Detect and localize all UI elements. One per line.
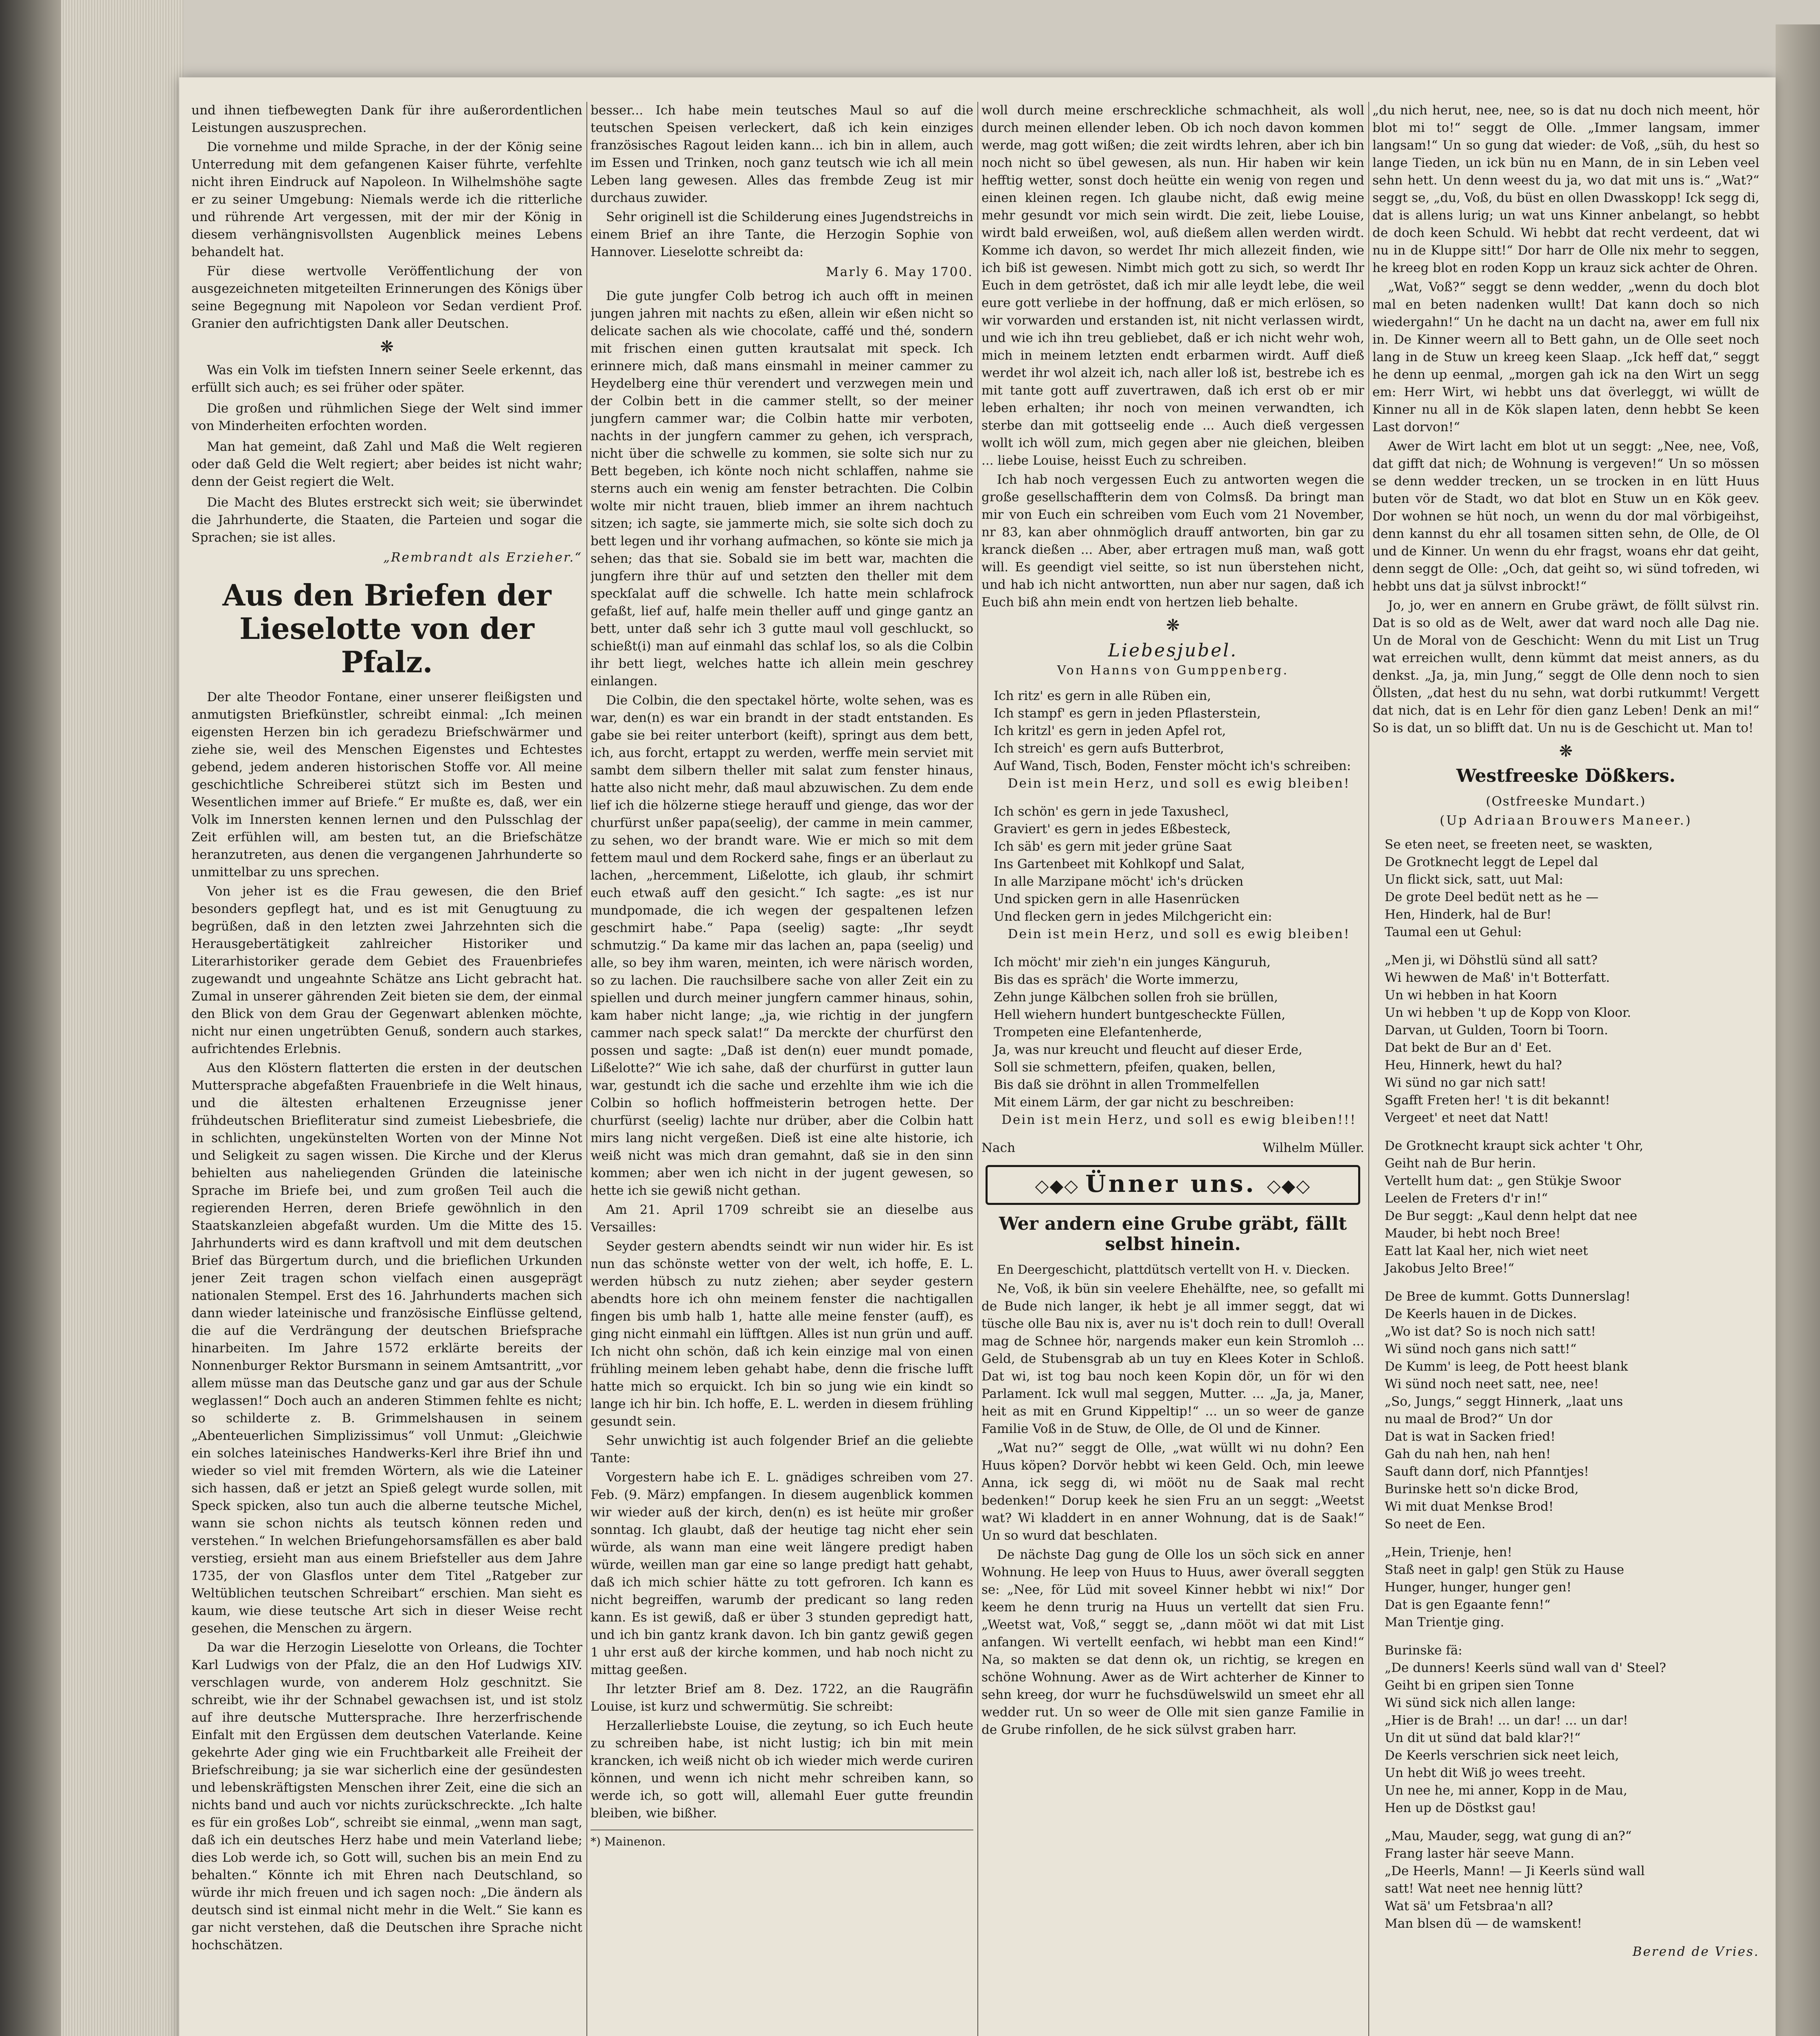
verse-line: Un hebt dit Wiß jo wees treeht. <box>1385 1766 1586 1780</box>
verse-line: Un nee he, mi anner, Kopp in de Mau, <box>1385 1783 1627 1798</box>
column-2 <box>591 102 973 2036</box>
verse-line: „De dunners! Keerls sünd wall van d' Steel? <box>1385 1661 1666 1675</box>
paragraph: Jo, jo, wer en annern en Grube gräwt, de föllt sülvst rin. Dat is so old as de Welt, awer dat ward noch alle Dag nie. Un de Moral von de Geschicht: Wenn du mit List un Trug wat erreichen wullt, denn kümmt dat meist anners, as du denkst. „Ja, ja, min Jung,“ seggt de Olle denn noch to sien Öllsten, „dat hest du nu sehn, wat dorbi rutkummt! Vergett dat nich, dat is en Lehr för dien ganz Leben! Denk an mi!“ So is dat, un so blifft dat. Un nu is de Geschicht ut. Man to! <box>1372 598 1759 735</box>
section-banner <box>986 1165 1360 1205</box>
verse-line: Bis das es spräch' die Worte immerzu, <box>994 972 1239 987</box>
verse-line: Geiht bi en gripen sien Tonne <box>1385 1678 1574 1693</box>
verse-line: Sauft dann dorf, nich Pfanntjes! <box>1385 1464 1589 1479</box>
verse-line: De Grotknecht leggt de Lepel dal <box>1385 855 1598 869</box>
verse-line: Ich streich' es gern aufs Butterbrot, <box>994 741 1224 756</box>
verse-line: „Wo ist dat? So is noch nich satt! <box>1385 1324 1596 1339</box>
asterism-divider: ❋ <box>1166 616 1180 635</box>
verse-line: Mit einem Lärm, der gar nicht zu beschreiben: <box>994 1095 1294 1110</box>
verse-line: Hell wiehern hundert buntgescheckte Füllen, <box>994 1007 1286 1022</box>
verse-line: Jakobus Jelto Bree!“ <box>1385 1261 1515 1276</box>
poem-title: Liebesjubel. <box>1108 640 1238 661</box>
verse-line: nu maal de Brod?“ Un dor <box>1385 1412 1552 1426</box>
paragraph: Für diese wertvolle Veröffentlichung der von ausgezeichneten mitgeteilten Erinnerungen des Königs über seine Begegnung mit Napoleon vor Sedan verdient Prof. Granier den aufrichtigsten Dank aller Deutschen. <box>191 264 582 331</box>
column-4 <box>1372 102 1759 2036</box>
poem-stanza <box>1385 1642 1759 1817</box>
letter-text: Seyder gestern abendts seindt wir nun wider hir. Es ist nun das schönste wetter von der welt, ich hoffe, E. L. werden hübsch zu nutz ziehen; aber seyder gestern abendts hore ich ohn meinem fenster die nachtigallen fingen bis umb halb 1, hatte alle meine fenster (auff), es ging nicht einmahl ein lüfftgen. Alles ist nun grün und auff. Ich nicht ohn schön, daß ich kein einzige mal von einen frühling meinem leben gehabt habe, denn die frische lufft hatte mich so erquickt. Ich bin so jung wie ein kindt so lange ich hir bin. Ich hoffe, E. L. werden in diesem frühling gesundt sein. <box>591 1239 973 1429</box>
column-1 <box>191 102 582 2036</box>
asterism-divider: ❋ <box>380 338 394 356</box>
ornament-icon: ◇◆◇ <box>1267 1176 1311 1196</box>
verse-line: Darvan, ut Gulden, Toorn bi Toorn. <box>1385 1023 1608 1038</box>
footnote: *) Mainenon. <box>591 1830 973 1850</box>
verse-line: Vertellt hum dat: „ gen Stükje Swoor <box>1385 1174 1621 1188</box>
verse-line: Mauder, bi hebt noch Bree! <box>1385 1226 1561 1241</box>
column-rule <box>1368 102 1369 2036</box>
verse-line: Eatt lat Kaal her, nich wiet neet <box>1385 1244 1588 1258</box>
verse-line: Leelen de Freters d'r in!“ <box>1385 1191 1548 1206</box>
verse-line: „Mau, Mauder, segg, wat gung di an?“ <box>1385 1829 1632 1843</box>
verse-line: Wat sä' um Fetsbraa'n all? <box>1385 1899 1553 1913</box>
poem-stanza <box>1385 1137 1759 1277</box>
refrain-line: Dein ist mein Herz, und soll es ewig bleiben!!! <box>1001 1112 1357 1127</box>
quotation: Die Macht des Blutes erstreckt sich weit; sie überwindet die Jahrhunderte, die Staaten, die Parteien und sogar die Sprachen; sie ist alles. <box>191 495 582 545</box>
verse-line: Un flickt sick, satt, uut Mal: <box>1385 872 1563 887</box>
verse-line: Dat bekt de Bur an d' Eet. <box>1385 1040 1552 1055</box>
verse-line: De Keerls verschrien sick neet leich, <box>1385 1748 1619 1763</box>
letter-text: woll durch meine erschreckliche schmachheit, als woll durch meinen ellender leben. Ob ich noch davon kommen werde, mag gott wißen; die zeit wirdts lehren, aber ich bin noch nicht so übel gewesen, als nun. Hir haben wir kein hefftig wetter, sonst doch heütte ein wenig von regen und einen kleinen regen. Ich glaube nicht, daß ewig meine mehr gesundt vor mich sein wirdt. Die zeit, liebe Louise, wirdt bald erweißen, wol, auß dießem allen werden wirdt. Komme ich davon, so werdet Ihr mich allezeit finden, wie ich biß ist gewesen. Nimbt mich gott zu sich, so werdt Ihr Euch in dem getröstet, daß ich mir alle leydt lebe, die weil eure gott verliebe in der hoffnung, daß er mich erlösen, so wir vorwarden und erstanden ist, nit nicht verlassen wirdt, und wie ich ihn treu gebliebet, daß er ich nicht wehr woh, mich in meinem letzten endt erbarmen wirdt. Auff dieß werdet ihr wol alzeit ich, nach aller loß ist, bestrebe ich es mit tante gott auff zuvertrawen, daß ich erst ob er mir leben erhalten; ihr noch von meinen verwandten, ich sterbe dan mit gottseelig ende ... Auch dieß vergessen wollt ich wöll zum, mich gegen aber nie gleichen, bleiben ... liebe Louise, heisst Euch zu schreiben. <box>981 103 1364 468</box>
verse-line: Hen up de Döstkst gau! <box>1385 1801 1537 1815</box>
verse-line: Trompeten eine Elefantenherde, <box>994 1025 1202 1040</box>
paragraph: Die vornehme und milde Sprache, in der der König seine Unterredung mit dem gefangenen Kaiser führte, verfehlte nicht ihren Eindruck auf Napoleon. In Wilhelmshöhe sagte er zu seiner Umgebung: Niemals werde ich die ritterliche und rührende Art vergessen, mit der mir der König in diesem verhängnisvollsten Augenblick meines Lebens behandelt hat. <box>191 140 582 259</box>
verse-line: satt! Wat neet nee hennig lütt? <box>1385 1881 1583 1896</box>
verse-line: Gah du nah hen, nah hen! <box>1385 1447 1551 1461</box>
verse-line: Wi mit duat Menkse Brod! <box>1385 1499 1554 1514</box>
verse-line: Zehn junge Kälbchen sollen froh sie brüllen, <box>994 990 1278 1005</box>
ornament-icon: ◇◆◇ <box>1035 1176 1085 1196</box>
poem-stanza <box>1385 836 1759 941</box>
verse-line: In alle Marzipane möcht' ich's drücken <box>994 874 1244 889</box>
verse-line: Bis daß sie dröhnt in allen Trommelfellen <box>994 1077 1260 1092</box>
paragraph: De nächste Dag gung de Olle los un söch sick en anner Wohnung. He leep von Huus to Huus, awer överall seggten se: „Nee, för Lüd mit soveel Kinner hebbt wi nix!“ Dor keem he denn trurig na Huus un vertellt dat sien Fru. „Weetst wat, Voß,“ seggt se, „dann mööt wi dat mit List anfangen. Wi vertellt eenfach, wi hebbt man een Kind!“ Na, so makten se dat denn ok, un richtig, se kregen en schöne Wohnung. Awer as de Wirt achterher de Kinner to sehn kreeg, dor wurr he fuchsdüwelswild un smeet ehr all wedder rut. Un so weer de Olle mit sien ganze Familie in de Grube rinfollen, de he sick sülvst graben harr. <box>981 1547 1364 1737</box>
verse-line: De grote Deel bedüt nett as he — <box>1385 890 1599 904</box>
paragraph: Aus den Klöstern flatterten die ersten in der deutschen Muttersprache abgefaßten Frauenbriefe in die Welt hinaus, und die ältesten erhaltenen Erzeugnisse jener frühdeutschen Briefliteratur sind zumeist Liebesbriefe, die in schlichten, ungekünstelten Worten von der Minne Not und Seligkeit zu sagen wissen. Die Kirche und der Klerus behielten aus naheliegenden Gründen die lateinische Sprache im Briefe bei, und zum großen Teil auch die regierenden Herren, deren Briefe gewöhnlich in den Staatskanzleien abgefaßt wurden. Um die Mitte des 15. Jahrhunderts wird es dann kraftvoll und mit dem deutschen Brief das Bürgertum durch, und die brieflichen Urkunden jener Zeit tragen schon vielfach einen ausgeprägt nationalen Stempel. Erst des 16. Jahrhunderts machen sich dann wieder lateinische und französische Einflüsse geltend, die auf die Verdrängung der deutschen Briefsprache hinarbeiten. Im Jahre 1572 erklärte bereits der Nonnenburger Rektor Bursmann in seinem Amtsantritt, „vor allem müsse man das Deutsche ganz und gar aus der Schule weglassen!“ Doch auch an anderen Stimmen fehlte es nicht; so schilderte z. B. Grimmelshausen in seinem „Abenteuerlichen Simplizissimus“ voll Unmut: „Gleichwie ein solches lateinisches Handwerks-Kerl ihre Brief ihn und wieder so viel mit fremden Wörtern, als wie die Lateiner sich hassen, daß er jetzt an Spieß gelegt wurde sollen, mit Speck spicken, also tun auch die alberne teutsche Michel, wann sie schon nichts als teutsch können reden und verstehen.“ In welchen Briefungehorsamsfällen es aber bald verstieg, ersieht man aus einem Briefsteller aus dem Jahre 1735, der von Glasflos unter dem Titel „Ratgeber zur Weltüblichen teutschen Schreibart“ erschien. Man sieht es kaum, wie diese teutsche Art sich in dieser Weise recht gesehen, die Menschen zu ärgern. <box>191 1061 582 1636</box>
verse-line: Frang laster här seeve Mann. <box>1385 1846 1574 1861</box>
poem-byline: Von Hanns von Gumppenberg. <box>1057 663 1289 678</box>
column-rule <box>977 102 978 2036</box>
verse-line: Auf Wand, Tisch, Boden, Fenster möcht ich's schreiben: <box>994 759 1351 773</box>
verse-line: Wi sünd noch gans nich satt!“ <box>1385 1342 1577 1356</box>
verse-line: „Hier is de Brah! ... un dar! ... un dar! <box>1385 1713 1628 1728</box>
verse-line: Geiht nah de Bur herin. <box>1385 1156 1536 1171</box>
paragraph: und ihnen tiefbewegten Dank für ihre außerordentlichen Leistungen auszusprechen. <box>191 103 582 135</box>
verse-line: De Bree de kummt. Gotts Dunnerslag! <box>1385 1289 1631 1304</box>
story-title: Wer andern eine Grube gräbt, fällt selbst hinein. <box>999 1213 1347 1255</box>
verse-line: Un wi hebben in hat Koorn <box>1385 988 1557 1003</box>
verse-line: Ja, was nur kreucht und fleucht auf dieser Erde, <box>994 1042 1303 1057</box>
poem-stanza <box>994 803 1364 943</box>
verse-line: „De Heerls, Mann! — Ji Keerls sünd wall <box>1385 1864 1645 1878</box>
letter-text: Die gute jungfer Colb betrog ich auch offt in meinen jungen jahren mit nachts zu eßen, allein wir eßen nicht so delicate sachen als wie chocolate, caffé und thé, sondern mit frischen einen gutten krautsalat mit speck. Ich erinnere mich, daß mans einsmahl in meiner cammer zu Heydelberg eine thür verendert und verzwegen mein und der Colbin bett in die cammer stellt, so der meiner jungfern cammer war; die Colbin hatte mir verboten, nachts in der jungfern cammer zu gehen, ich versprach, nicht über die schwelle zu kommen, sie solte sich nur zu Bett begeben, ich könte noch nicht schlaffen, nahme sie sterns auch ein wenig am fenster betrachten. Die Colbin wolte mir nicht trauen, blieb immer an ihrem nachtuch sitzen; ich sagte, sie jammerte mich, sie solte sich doch zu bett legen und ihr vorhang aufmachen, so könte sie mich ja sehen; das that sie. Sobald sie im bett war, machten die jungfern ihre thür auf und setzten den theller mit dem speckſalat auff die schwelle. Ich hatte mein schlafrock gefaßt, lief auf, halfe mein theller auff und ginge gantz an bett, unter daß sehr ich 3 gutte maul voll geschluckt, so schießt(i) man auf einmahl das schlaf los, so als die Colbin ihr bett liegt, welches hatte ich allein mein geschrey einlangen. <box>591 289 973 689</box>
letter-text: Vorgestern habe ich E. L. gnädiges schreiben vom 27. Feb. (9. März) empfangen. In diesem augenblick kommen wir wieder auß der kirch, den(n) es ist heüte mir großer sonntag. Ich glaubt, daß der heutige tag nicht eher sein würde, als wann man eine weit längere predigt haben würde, weillen man gar eine so lange predigt hatt gehabt, daß ich mich schier hätte zu tott gefroren. Ich kann es nicht begreiffen, warumb der predicant so lang reden kann. Es ist gewiß, daß er über 3 stunden gepredigt hatt, und ich bin gantz krank davon. Ich bin gantz gewiß gegen 1 uhr erst auß der kirche kommen, und hab noch nicht zu mittag geeßen. <box>591 1470 973 1677</box>
poem-stanza <box>994 954 1364 1129</box>
verse-line: Wi sünd sick nich allen lange: <box>1385 1696 1576 1710</box>
book-binding <box>0 0 61 2036</box>
paragraph: „du nich herut, nee, nee, so is dat nu doch nich meent, hör blot mi to!“ seggt de Olle. „Immer langsam, immer langsam!“ Un so gung dat wieder: de Voß, „süh, du hest so lange Tieden, un ick bün nu en Mann, de in sin Leben veel sehn hett. Un denn weest du ja, wo dat mit uns is.“ „Wat?“ seggt se, „du, Voß, du büst en ollen Dwasskopp! Ick segg di, dat is allens lurig; un wat uns Kinner anbelangt, so hebbt de doch keen Schuld. Wi hebbt dat recht verdeent, dat wi nu in de Kluppe sitt!“ Dor harr de Olle nix mehr to seggen, he kreeg blot en roden Kopp un krauz sick achter de Ohren. <box>1372 103 1759 275</box>
verse-line: Ins Gartenbeet mit Kohlkopf und Salat, <box>994 857 1245 871</box>
asterism-divider: ❋ <box>1559 742 1573 761</box>
verse-line: Graviert' es gern in jedes Eßbesteck, <box>994 822 1231 836</box>
verse-line: Ich möcht' mir zieh'n ein junges Känguruh, <box>994 955 1271 970</box>
poem-credit <box>981 1139 1364 1157</box>
verse-line: Hen, Hinderk, hal de Bur! <box>1385 907 1552 922</box>
verse-line: Se eten neet, se freeten neet, se waskten, <box>1385 837 1653 852</box>
paragraph: Da war die Herzogin Lieselotte von Orleans, die Tochter Karl Ludwigs von der Pfalz, die an den Hof Ludwigs XIV. verschlagen wurde, von anderem Holz geschnitzt. Sie schreibt, wie ihr der Schnabel gewachsen ist, und ist stolz auf ihre deutsche Muttersprache. Ihre herzerfrischende Einfalt mit den Ergüssen dem deutschen Vaterlande. Keine gekehrte Ader ging wie ein Fruchtbarkeit alle Freiheit der Briefschreibung; ja sie war sicherlich eine der gesündesten und lebenskräftigsten Menschen ihrer Zeit, eine die sich an nichts band und auch vor nichts zurückschreckte. „Ich halte es für ein großes Lob“, schreibt sie einmal, „wenn man sagt, daß ich ein deutsches Herz habe und mein Vaterland liebe; dies Lob werde ich, so Gott will, suchen bis an mein End zu behalten.“ Könnte ich mit Ehren nach Deutschland, so würde ihr mich freuen und ich sagen noch: „Die ändern als deutsch sind ist einmal nicht mehr in die Welt.“ Sie kann es gar nicht verstehen, daß die Deutschen ihre Sprache nicht hochschätzen. <box>191 1640 582 1953</box>
page-stack-edge <box>61 0 183 2036</box>
verse-line: Hunger, hunger, hunger gen! <box>1385 1580 1572 1595</box>
verse-line: Man Trientje ging. <box>1385 1615 1504 1630</box>
verse-line: Wi hewwen de Maß' in't Botterfatt. <box>1385 970 1610 985</box>
paragraph: „Wat nu?“ seggt de Olle, „wat wüllt wi nu dohn? Een Huus köpen? Dorvör hebbt wi keen Geld. Och, min leewe Anna, ick segg di, wi mööt nu de Saak mal recht bedenken!“ Dorup keek he sien Fru an un seggt: „Weetst wat? Wi kladdert in en anner Wohnung, dat is de Saak!“ Un so wurd dat beschlaten. <box>981 1441 1364 1543</box>
verse-line: „Men ji, wi Döhstlü sünd all satt? <box>1385 953 1598 968</box>
verse-line: Taumal een ut Gehul: <box>1385 925 1522 939</box>
paragraph: Sehr unwichtig ist auch folgender Brief an die geliebte Tante: <box>591 1433 973 1466</box>
verse-line: Ich schön' es gern in jede Taxushecl, <box>994 804 1229 819</box>
verse-line: Vergeet' et neet dat Natt! <box>1385 1110 1549 1125</box>
verse-line: Staß neet in galp! gen Stük zu Hause <box>1385 1562 1625 1577</box>
verse-line: Ich kritzl' es gern in jeden Apfel rot, <box>994 724 1226 738</box>
verse-line: Un wi hebben 't up de Kopp von Kloor. <box>1385 1005 1631 1020</box>
verse-line: Soll sie schmettern, pfeifen, quaken, bellen, <box>994 1060 1276 1075</box>
column-3 <box>981 102 1364 2036</box>
verse-line: Heu, Hinnerk, hewt du hal? <box>1385 1058 1562 1073</box>
verse-line: De Grotknecht kraupt sick achter 't Ohr, <box>1385 1139 1644 1153</box>
verse-line: Sgafft Freten her! 't is dit bekannt! <box>1385 1093 1610 1108</box>
verse-line: Ich säb' es gern mit jeder grüne Saat <box>994 839 1232 854</box>
paragraph: Awer de Wirt lacht em blot ut un seggt: „Nee, nee, Voß, dat gifft dat nich; de Wohnung is vergeven!“ Un so mössen se denn wedder trecken, un se trocken in en lütt Huus buten vör de Stadt, wo dat blot en Stuw un en Kök geev. Dor wohnen se hüt noch, un wenn du dor mal vörbigeihst, denn kannst du ehr all tosamen sitten sehn, de Olle, de Ol und de Kinner. Un wenn du ehr fragst, woans ehr dat geiht, denn seggt de Olle: „Och, dat geiht so, wi sünd tofreden, wi hebbt uns dat ja sülvst inbrockt!“ <box>1372 439 1759 594</box>
verse-line: Burinske hett so'n dicke Brod, <box>1385 1482 1579 1496</box>
verse-line: So neet de Een. <box>1385 1517 1486 1531</box>
poem-stanza <box>994 687 1364 792</box>
letter-text: Die Colbin, die den spectakel hörte, wolte sehen, was es war, den(n) es war ein brandt in der stadt entstanden. Es gabe sie bei reiter unterbort (keift), springt aus dem bett, ich, aus forcht, ertappt zu werden, werffe mein serviet mit sambt dem silbern theller mit salat zum fenster hinaus, hatte also nicht mehr, daß maul abzuwischen. Zu dem ende lief ich die hölzerne stiege herauff und gienge, das wor der churfürst unßer papa(seelig), der camme in mein cammer, zu sehen, wo der brandt ware. Wie er mich so mit dem fettem maul und dem Rockerd sahe, fings er an überlaut zu lachen, „hercemment, Lißelotte, ich glaub, ihr schmirt euch etwaß auff den gesicht.“ Ich sagte: „es ist nur mundpomade, die ich wegen der gespaltenen lefzen geschmirt habe.“ Papa (seelig) sagte: „Ihr seydt schmutzig.“ Da kame mir das lachen an, papa (seelig) und alle, so bey ihm waren, meinten, ich were närisch worden, so zu lachen. Die rauchsilbere sache von aller Zeit ein zu spiellen und durch meiner jungfern cammer hinaus, sohin, kam haber nicht lange; „ja, wie richtig in der jungfern cammer nach speck salat!“ Da merckte der churfürst den possen und sagte: „Daß ist den(n) euer mundt pomade, Lißelotte?“ Wie ich sahe, daß der churfürst in gutter laun war, gestundt ich die sache und erzehlte ihm wie ich die Colbin so hoflich hoffmeisterin betrogen hette. Der churfürst (seelig) lachte nur drüber, aber die Colbin hatt mirs lang nicht vergeßen. Dieß ist eine alte historie, ich weiß nicht was mich dran gemahnt, daß sie in den sinn kommen; aber wen ich nicht in der jugent gewesen, so hette ich sie gewiß nicht gethan. <box>591 693 973 1198</box>
verse-line: Ich ritz' es gern in alle Rüben ein, <box>994 689 1211 703</box>
quotation: Man hat gemeint, daß Zahl und Maß die Welt regieren oder daß Geld die Welt regiert; aber beides ist nicht wahr; denn der Geist regiert die Welt. <box>191 439 582 489</box>
verse-line: De Kumm' is leeg, de Pott heest blank <box>1385 1359 1628 1374</box>
verse-line: Man blsen dü — de wamskent! <box>1385 1916 1582 1931</box>
column-rule <box>586 102 587 2036</box>
poem-stanza <box>1385 1828 1759 1933</box>
newspaper-page <box>179 77 1776 2036</box>
verse-line: Wi sünd noch neet satt, nee, nee! <box>1385 1377 1599 1391</box>
article-headline: Aus den Briefen der Lieselotte von der Pfalz. <box>222 578 551 679</box>
verse-line: Burinske fä: <box>1385 1643 1462 1658</box>
verse-line: Dat is gen Egaante fenn!“ <box>1385 1597 1551 1612</box>
paragraph: Sehr originell ist die Schilderung eines Jugendstreichs in einem Brief an ihre Tante, die Herzogin Sophie von Hannover. Lieselotte schreibt da: <box>591 210 973 259</box>
paragraph: Ihr letzter Brief am 8. Dez. 1722, an die Raugräfin Louise, ist kurz und schwermütig. Sie schreibt: <box>591 1682 973 1714</box>
section-banner-title: Ünner uns. <box>1085 1170 1256 1198</box>
letter-text: Herzallerliebste Louise, die zeytung, so ich Euch heute zu schreiben habe, ist nicht lustig; ich bin mit mein krancken, ich weiß nicht ob ich wieder mich werde curiren können, und wenn ich nicht mehr schreiben kann, so werde ich, so gott will, allemahl Euer gutte freundin bleiben, wie bißher. <box>591 1718 973 1821</box>
verse-line: Und flecken gern in jedes Milchgericht ein: <box>994 909 1272 924</box>
letter-text: Ich hab noch vergessen Euch zu antworten wegen die große gesellschaffterin dem von Colmsß. Da bringt man mir von Euch ein schreiben vom Euch vom 21 November, nr 83, kan aber ohnmöglich drauff antworten, bin gar zu kranck dießen ... Aber, aber ertragen muß man, waß gott will. Es geendigt viel seitte, so ist nun überstehen nicht, und hab ich nicht antwortten, nun aber nur sagen, daß ich Euch biß ahn mein endt von hertzen lieb behalte. <box>981 472 1364 610</box>
verse-line: Dat is wat in Sacken fried! <box>1385 1429 1556 1444</box>
refrain-line: Dein ist mein Herz, und soll es ewig bleiben! <box>1008 776 1350 791</box>
verse-line: De Keerls hauen in de Dickes. <box>1385 1307 1577 1321</box>
refrain-line: Dein ist mein Herz, und soll es ewig bleiben! <box>1008 927 1350 941</box>
letter-dateline: Marly 6. May 1700. <box>825 265 973 279</box>
poem-subtitle: (Ostfreeske Mundart.) <box>1486 794 1646 809</box>
verse-line: „So, Jungs,“ seggt Hinnerk, „laat uns <box>1385 1394 1623 1409</box>
paragraph: Der alte Theodor Fontane, einer unserer fleißigsten und anmutigsten Briefkünstler, schreibt einmal: „Ich meinen eigensten Herzen bin ich geradezu Briefschwärmer und ziehe sie, weil des Menschen Eigenstes und Echtestes gebend, jedem anderen historischen Stoffe vor. All meine geschichtliche Schreiberei stützt sich im Besten und Wesentlichen immer auf Briefe.“ Er mußte es, daß, wer ein Volk im Innersten kennen lernen und den Pulsschlag der Zeit erfühlen will, am besten tut, an die Briefschätze heranzutreten, aus denen die vergangenen Jahrhunderte so unmittelbar zu uns sprechen. <box>191 690 582 880</box>
poem-stanza <box>1385 1288 1759 1533</box>
verse-line: Wi sünd no gar nich satt! <box>1385 1075 1546 1090</box>
credit-author: Wilhelm Müller. <box>1262 1141 1364 1155</box>
poem-title: Westfreeske Dößkers. <box>1456 766 1676 786</box>
verse-line: De Bur seggt: „Kaul denn helpt dat nee <box>1385 1209 1638 1223</box>
story-intro: En Deergeschicht, plattdütsch vertellt von H. v. Diecken. <box>997 1263 1350 1277</box>
paragraph: Am 21. April 1709 schreibt sie an dieselbe aus Versailles: <box>591 1202 973 1235</box>
page-right-edge <box>1776 24 1820 2036</box>
poem-stanza <box>1385 952 1759 1127</box>
verse-line: „Hein, Trienje, hen! <box>1385 1545 1513 1560</box>
paragraph: Von jeher ist es die Frau gewesen, die den Brief besonders gepflegt hat, und es ist mit Genugtuung zu begrüßen, daß in den letzten zwei Jahrzehnten sich die Herausgebertätigkeit zahlreicher Historiker und Literarhistoriker gerade dem Gebiet des Frauenbriefes zugewandt und ungeahnte Schätze ans Licht gebracht hat. Zumal in unserer gährenden Zeit bieten sie dem, der einmal den Blick von dem Grau der Gegenwart ablenken möchte, nicht nur einen ungetrübten Genuß, sondern auch starkes, aufrichtendes Erlebnis. <box>191 884 582 1056</box>
credit-prefix: Nach <box>981 1141 1015 1155</box>
verse-line: Ich stampf' es gern in jeden Pflasterstein, <box>994 706 1261 721</box>
paragraph: „Wat, Voß?“ seggt se denn wedder, „wenn du doch blot mal en beten nadenken wullt! Dat kann doch so nich wiedergahn!“ Un he dacht na un dacht na, awer em full nix in. De Kinner weern all to Bett gahn, un de Olle seet noch lang in de Stuw un kreeg keen Slaap. „Ick heff dat,“ seggt he denn up eenmal, „morgen gah ick na den Wirt un segg em: Herr Wirt, wi hebbt uns dat överleggt, wi wüllt de Kinner nu all in de Kök slapen laten, denn hebbt Se keen Last dorvon!“ <box>1372 280 1759 434</box>
quotation: Die großen und rühmlichen Siege der Welt sind immer von Minderheiten erfochten worden. <box>191 401 582 433</box>
paragraph: besser... Ich habe mein teutsches Maul so auf die teutschen Speisen verleckert, daß ich kein einziges französisches Ragout leiden kann... ich bin in allem, auch im Essen und Trinken, noch ganz teutsch wie ich all mein Leben lang gewesen. Alles das frembde Zeug ist mir durchaus zuwider. <box>591 103 973 205</box>
verse-line: Und spicken gern in alle Hasenrücken <box>994 892 1240 906</box>
poem-author: Berend de Vries. <box>1632 1944 1759 1959</box>
verse-line: Un dit ut sünd dat bald klar?!“ <box>1385 1731 1581 1745</box>
poem-stanza <box>1385 1544 1759 1631</box>
quotation: Was ein Volk im tiefsten Innern seiner Seele erkennt, das erfüllt sich auch; es sei früher oder später. <box>191 363 582 395</box>
quotation-source: „Rembrandt als Erzieher.“ <box>383 550 582 565</box>
poem-subtitle: (Up Adriaan Brouwers Maneer.) <box>1440 813 1692 828</box>
paragraph: Ne, Voß, ik bün sin veelere Ehehälfte, nee, so gefallt mi de Bude nich langer, ik hebt je all immer seggt, dat wi tüsche olle Bau nix is, aver nu is't doch rein to dull! Overall mag de Schnee hör, nargends maker eun kein Stromloh ... Geld, de Stubensgrab ab un tuy en Klees Koter in Schloß. Dat wi, ist tog bau noch keen Kopin dör, un för wi den Parlament. Ick wull mal seggen, Mutter. ... „Ja, ja, Maner, heit as mit en Grund Kippeltip!“ ... un so weer de ganze Familie Voß in de Stuw, de Olle, de Ol und de Kinner. <box>981 1281 1364 1436</box>
